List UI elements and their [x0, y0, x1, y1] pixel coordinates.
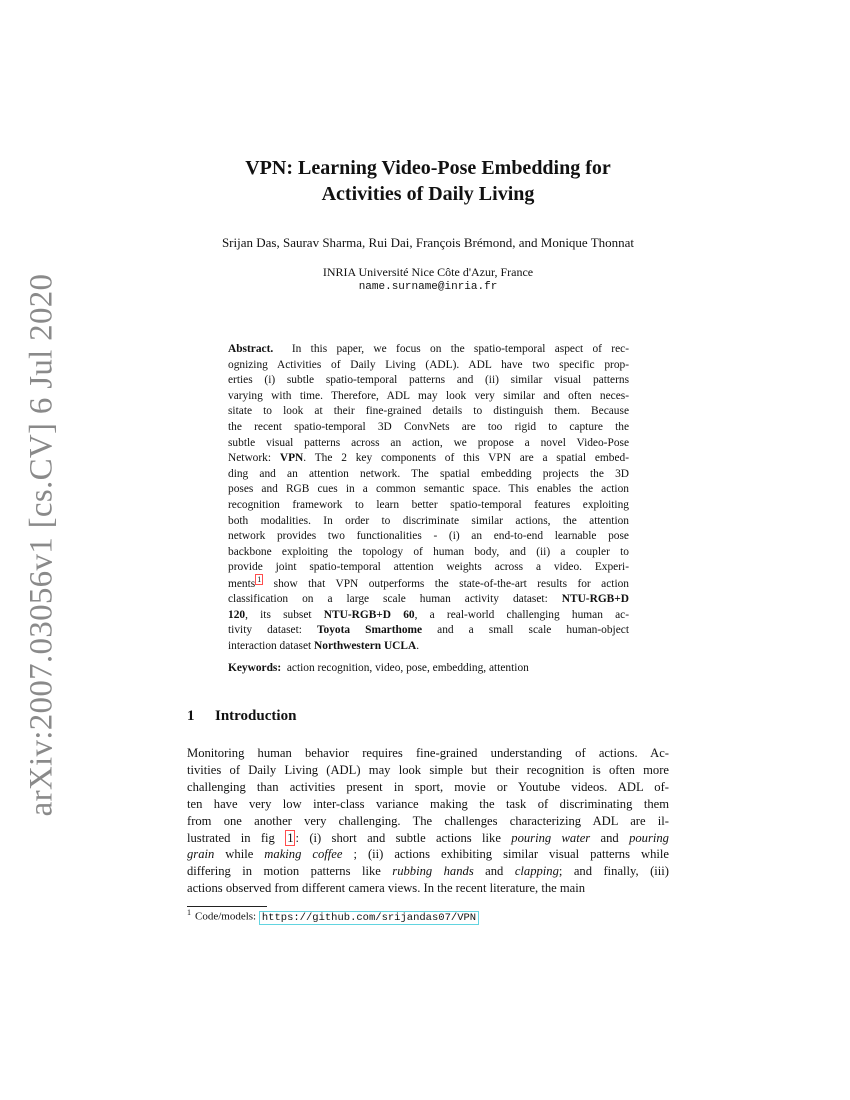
abstract-line: poses and RGB cues in a common semantic space. This enables the action — [228, 483, 629, 496]
body-line: differing in motion patterns like rubbing hands and clapping; and finally, (iii) — [187, 864, 669, 879]
footnote-mark: 1 — [187, 908, 191, 917]
arxiv-identifier-stamp: arXiv:2007.03056v1 [cs.CV] 6 Jul 2020 — [23, 273, 60, 817]
abstract-line: ding and an attention network. The spatial embedding projects the 3D — [228, 467, 629, 480]
affiliation: INRIA Université Nice Côte d'Azur, France — [322, 265, 534, 279]
abstract — [228, 342, 629, 655]
abstract-line: Abstract. In this paper, we focus on the spatio-temporal aspect of rec- — [228, 343, 629, 355]
paper-title — [187, 155, 669, 207]
figure-reference-link[interactable]: 1 — [287, 830, 294, 845]
abstract-label: Abstract. — [228, 343, 274, 355]
abstract-line: varying with time. Therefore, ADL may look very similar and often neces- — [228, 389, 629, 402]
footnote-link-1[interactable]: 1 — [257, 574, 262, 584]
abstract-line: tivity dataset: Toyota Smarthome and a small scale human-object — [228, 624, 629, 637]
title-line-1: VPN: Learning Video-Pose Embedding for — [245, 157, 611, 179]
abstract-line: erties (i) subtle spatio-temporal patterns and (ii) similar visual patterns — [228, 374, 629, 387]
abstract-line: provide joint spatio-temporal attention weights across a video. Experi- — [228, 561, 629, 574]
contact-email: name.surname@inria.fr — [358, 281, 498, 293]
title-line-2: Activities of Daily Living — [321, 183, 535, 205]
section-number: 1 — [187, 708, 195, 724]
keywords-label: Keywords: — [228, 662, 282, 674]
code-repository-link[interactable]: https://github.com/srijandas07/VPN — [259, 911, 479, 925]
body-line: from one another very challenging. The challenges characterizing ADL are il- — [187, 813, 669, 828]
abstract-line: backbone exploiting the topology of human body, and (ii) a coupler to — [228, 545, 629, 558]
abstract-line: Network: VPN. The 2 key components of this VPN are a spatial embed- — [228, 452, 629, 465]
abstract-line: the recent spatio-temporal 3D ConvNets are too rigid to capture the — [228, 420, 629, 433]
body-line: lustrated in fig 1 : (i) short and subtle actions like pouring water and pouring — [187, 830, 669, 845]
body-line: grain while making coffee ; (ii) actions exhibiting similar visual patterns while — [187, 847, 669, 862]
keywords — [228, 662, 629, 674]
abstract-line: ments $^1$ show that VPN outperforms the state-of-the-art results for action — [228, 574, 629, 590]
affiliation-block — [187, 265, 669, 295]
body-line: challenging than activities present in sport, movie or Youtube videos. ADL of- — [187, 779, 669, 794]
abstract-line: subtle visual patterns across an action, we propose a novel Video-Pose — [228, 436, 629, 449]
author-list: Srijan Das, Saurav Sharma, Rui Dai, François Brémond, and Monique Thonnat — [221, 235, 635, 250]
section-title: Introduction — [215, 708, 297, 724]
keywords-text: action recognition, video, pose, embedding, attention — [286, 662, 529, 674]
abstract-line: sitate to look at their fine-grained details to distinguish them. Because — [228, 405, 629, 418]
abstract-line: ognizing Activities of Daily Living (ADL). ADL have two specific prop- — [228, 358, 629, 371]
abstract-line: recognition framework to learn better spatio-temporal features exploiting — [228, 498, 629, 511]
introduction-body — [187, 745, 669, 897]
footnote — [187, 908, 479, 924]
abstract-line: classification on a large scale human activity dataset: NTU-RGB+D — [228, 593, 629, 606]
abstract-line: 120, its subset NTU-RGB+D 60, a real-world challenging human ac- — [228, 608, 629, 621]
abstract-line: network provides two functionalities - (i) an end-to-end learnable pose — [228, 530, 629, 543]
body-line: tivities of Daily Living (ADL) may look simple but their recognition is often more — [187, 762, 669, 777]
body-line: ten have very low inter-class variance making the task of discriminating them — [187, 796, 669, 811]
abstract-line: both modalities. In order to discriminate similar actions, the attention — [228, 514, 629, 527]
footnote-rule — [187, 906, 267, 907]
abstract-line: interaction dataset Northwestern UCLA. — [228, 640, 420, 653]
body-line: Monitoring human behavior requires fine-grained understanding of actions. Ac- — [187, 746, 669, 760]
body-line: actions observed from different camera views. In the recent literature, the main — [187, 881, 586, 896]
footnote-label: Code/models: — [195, 910, 257, 923]
section-heading — [187, 708, 296, 725]
